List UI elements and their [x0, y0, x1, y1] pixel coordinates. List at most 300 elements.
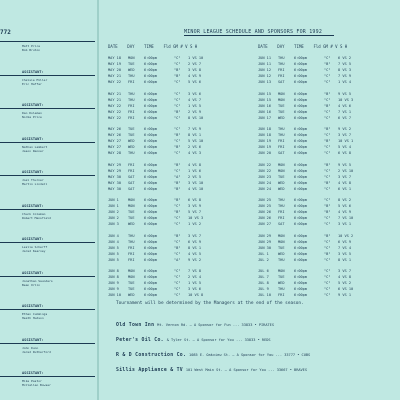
- game-day: WED: [278, 281, 285, 286]
- assistant-label: ASSISTANT:: [22, 69, 44, 74]
- game-day: MON: [128, 275, 135, 280]
- game-matchup: 6 VS 8: [188, 198, 201, 202]
- game-time: 6:00pm: [144, 56, 157, 60]
- game-time: 6:00pm: [294, 97, 307, 102]
- game-field: "B": [174, 198, 181, 202]
- game-matchup: 10 VS 3: [338, 97, 354, 102]
- name-line: [0, 75, 95, 76]
- game-field: "C": [174, 103, 181, 108]
- game-day: THU: [128, 97, 135, 102]
- game-time: 6:00pm: [144, 91, 157, 96]
- game-field: "C": [174, 216, 181, 221]
- game-field: "C": [324, 275, 331, 280]
- game-date: JUN 4: [108, 233, 119, 238]
- game-time: 6:00pm: [144, 233, 157, 238]
- game-day: TUE: [128, 216, 135, 221]
- game-time: 6:00pm: [144, 174, 157, 179]
- game-field: "C": [174, 91, 181, 96]
- game-day: TUE: [128, 287, 135, 292]
- game-time: 6:00pm: [144, 115, 157, 120]
- assistant-label: ASSISTANT:: [22, 203, 44, 208]
- name-line: [0, 276, 95, 277]
- game-date: MAY 22: [108, 115, 121, 120]
- game-day: WED: [128, 139, 135, 144]
- game-field: "C": [174, 275, 181, 280]
- game-date: JUN 9: [108, 281, 119, 286]
- game-day: MON: [128, 198, 135, 202]
- game-matchup: 7 VS 9: [188, 127, 201, 131]
- game-date: JUN 5: [108, 257, 119, 262]
- game-matchup: 10 VS 8: [188, 293, 204, 298]
- game-matchup: 1 VS 5: [188, 103, 201, 108]
- game-day: FRI: [128, 257, 135, 262]
- game-date: MAY 18: [108, 56, 121, 60]
- header-day: DAY: [127, 44, 135, 49]
- game-time: 6:00pm: [294, 251, 307, 256]
- game-field: "B": [174, 162, 181, 167]
- game-field: "B": [174, 133, 181, 138]
- game-day: MON: [278, 233, 285, 238]
- coach-names: [22, 379, 51, 388]
- game-field: "B": [174, 245, 181, 250]
- coach-name: Martin Lindell: [22, 182, 48, 187]
- game-field: "C": [324, 186, 331, 191]
- coach-names: [22, 346, 51, 355]
- sponsor-line: [116, 353, 310, 358]
- game-time: 6:00pm: [294, 180, 307, 185]
- game-date: JUN 25: [258, 198, 271, 202]
- game-date: JUN 18: [258, 127, 271, 131]
- game-day: WED: [278, 251, 285, 256]
- game-day: SAT: [128, 180, 135, 185]
- game-date: JUN 15: [258, 91, 271, 96]
- game-matchup: 3 VS 6: [188, 91, 201, 96]
- game-date: JUN 22: [258, 168, 271, 173]
- game-matchup: 3 VS 5: [338, 251, 351, 256]
- page-fold: [97, 0, 99, 400]
- game-day: WED: [128, 293, 135, 298]
- game-day: WED: [128, 145, 135, 150]
- header-game: # V S H: [330, 44, 348, 49]
- game-day: SAT: [278, 222, 285, 227]
- game-matchup: 3 VS 7: [338, 174, 351, 179]
- game-time: 6:00pm: [144, 216, 157, 221]
- game-field: "B": [174, 68, 181, 73]
- game-time: 6:00pm: [144, 293, 157, 298]
- game-time: 6:00pm: [144, 245, 157, 250]
- game-date: MAY 22: [108, 103, 121, 108]
- game-matchup: 6 VS 10: [338, 287, 354, 292]
- game-time: 6:00pm: [144, 180, 157, 185]
- game-day: FRI: [128, 162, 135, 167]
- game-date: JUN 29: [258, 233, 271, 238]
- game-date: MAY 26: [108, 127, 121, 131]
- coach-name: Joel Thurner: [22, 178, 44, 182]
- game-field: "B": [174, 186, 181, 191]
- game-day: WED: [278, 186, 285, 191]
- left-panel-year: 772: [0, 29, 11, 36]
- left-panel: [0, 0, 96, 400]
- game-date: JUN 1: [108, 204, 119, 209]
- game-time: 6:00pm: [144, 62, 157, 67]
- game-matchup: 2 VS 5: [188, 174, 201, 179]
- game-day: THU: [128, 151, 135, 156]
- game-matchup: 8 VS 1: [338, 257, 351, 262]
- game-matchup: 7 VS 5: [338, 62, 351, 67]
- coach-name: McClellan Bowser: [22, 383, 51, 388]
- game-time: 6:00pm: [294, 162, 307, 167]
- sponsor-name: Sillis Appliance & TV: [116, 368, 183, 373]
- game-matchup: 7 VS 4: [338, 245, 351, 250]
- game-field: "B": [324, 139, 331, 144]
- game-field: "C": [324, 216, 331, 221]
- game-field: "C": [174, 269, 181, 273]
- left-column-header: [108, 44, 197, 49]
- game-matchup: 9 VS 5: [338, 91, 351, 96]
- game-date: JUN 15: [258, 97, 271, 102]
- game-field: "B": [174, 210, 181, 215]
- game-matchup: 7 VS 10: [338, 216, 354, 221]
- game-date: JUN 16: [258, 109, 271, 114]
- game-date: MAY 22: [108, 109, 121, 114]
- game-date: MAY 29: [108, 162, 121, 167]
- sponsor-name: Old Town Inn: [116, 323, 155, 328]
- game-day: TUE: [278, 245, 285, 250]
- game-day: TUE: [128, 281, 135, 286]
- game-date: MAY 21: [108, 74, 121, 79]
- game-time: 6:00pm: [144, 151, 157, 156]
- game-matchup: 1 VS 10: [188, 56, 204, 60]
- game-day: FRI: [278, 216, 285, 221]
- game-time: 6:00pm: [294, 56, 307, 60]
- game-date: JUN 27: [258, 222, 271, 227]
- game-field: "C": [324, 198, 331, 202]
- game-matchup: 5 VS 4: [338, 145, 351, 150]
- game-matchup: 9 VS 1: [338, 293, 351, 298]
- game-time: 6:00pm: [294, 239, 307, 244]
- game-day: TUE: [128, 127, 135, 131]
- game-date: JUN 13: [258, 80, 271, 85]
- game-day: FRI: [278, 139, 285, 144]
- game-day: WED: [278, 115, 285, 120]
- game-matchup: 4 VS 10: [188, 186, 204, 191]
- game-time: 6:00pm: [294, 198, 307, 202]
- game-time: 6:00pm: [144, 251, 157, 256]
- game-date: JUN 17: [258, 115, 271, 120]
- game-matchup: 4 VS 7: [188, 97, 201, 102]
- game-day: WED: [128, 222, 135, 227]
- game-date: JUN 10: [108, 293, 121, 298]
- game-day: FRI: [128, 109, 135, 114]
- name-line: [0, 343, 95, 344]
- name-line: [0, 242, 95, 243]
- coach-name: Eric Haffar: [22, 81, 42, 86]
- game-date: MAY 27: [108, 139, 121, 144]
- coach-name: Jonathan Saunders: [22, 278, 53, 283]
- game-matchup: 9 VS 5: [338, 162, 351, 167]
- game-time: 6:00pm: [144, 222, 157, 227]
- game-field: "C": [324, 281, 331, 286]
- game-date: JUN 16: [258, 103, 271, 108]
- game-date: JUN 26: [258, 210, 271, 215]
- game-day: TUE: [128, 210, 135, 215]
- header-game: # V S H: [180, 44, 198, 49]
- game-field: "B": [324, 251, 331, 256]
- game-day: FRI: [128, 80, 135, 85]
- game-day: TUE: [128, 62, 135, 67]
- game-matchup: 10 VS 2: [338, 233, 354, 238]
- game-field: "B": [324, 103, 331, 108]
- header-day: DAY: [277, 44, 285, 49]
- game-date: JUN 11: [258, 62, 271, 67]
- game-date: MAY 29: [108, 168, 121, 173]
- game-time: 6:00pm: [294, 222, 307, 227]
- game-matchup: 8 VS 2: [338, 198, 351, 202]
- game-date: JUL 7: [258, 275, 269, 280]
- game-day: FRI: [128, 103, 135, 108]
- sponsor-line: [116, 368, 307, 373]
- header-time: TIME: [294, 44, 304, 49]
- game-matchup: 5 VS 7: [188, 210, 201, 215]
- coach-name: Matt Price: [22, 44, 41, 48]
- game-day: TUE: [128, 133, 135, 138]
- game-field: "C": [324, 133, 331, 138]
- game-time: 6:00pm: [294, 216, 307, 221]
- coach-name: Chelsie Miller: [22, 77, 48, 82]
- game-time: 6:00pm: [144, 204, 157, 209]
- coach-name: Mike Pastor: [22, 379, 42, 383]
- game-field: "B": [174, 233, 181, 238]
- game-time: 6:00pm: [294, 281, 307, 286]
- name-line: [0, 108, 95, 109]
- game-field: "B": [174, 109, 181, 114]
- game-time: 6:00pm: [144, 287, 157, 292]
- game-field: "C": [324, 68, 331, 73]
- game-matchup: 1 VS 2: [188, 222, 201, 227]
- game-matchup: 8 VS 1: [188, 133, 201, 138]
- game-time: 6:00pm: [144, 103, 157, 108]
- game-time: 6:00pm: [144, 109, 157, 114]
- game-date: MAY 20: [108, 68, 121, 73]
- game-time: 6:00pm: [144, 162, 157, 167]
- coach-names: [22, 245, 47, 254]
- game-day: THU: [278, 62, 285, 67]
- game-field: "C": [174, 287, 181, 292]
- coach-names: [22, 212, 51, 221]
- game-time: 6:00pm: [294, 109, 307, 114]
- coach-name: Bean Orlin: [22, 282, 41, 287]
- game-day: THU: [278, 133, 285, 138]
- game-field: "C": [324, 287, 331, 292]
- name-line: [0, 41, 95, 42]
- game-field: "C": [174, 115, 181, 120]
- game-time: 6:00pm: [144, 74, 157, 79]
- game-field: "B": [174, 74, 181, 79]
- assistant-label: ASSISTANT:: [22, 136, 44, 141]
- game-field: "B": [324, 233, 331, 238]
- game-date: JUN 5: [108, 245, 119, 250]
- game-date: JUL 10: [258, 293, 271, 298]
- game-time: 6:00pm: [294, 233, 307, 238]
- game-time: 6:00pm: [294, 269, 307, 273]
- header-field: Fld GM: [313, 44, 328, 49]
- game-matchup: 7 VS 8: [188, 269, 201, 273]
- game-matchup: 5 VS 6: [338, 204, 351, 209]
- sponsor-line: [116, 323, 274, 328]
- game-date: JUN 9: [108, 287, 119, 292]
- game-day: THU: [278, 127, 285, 131]
- game-matchup: 4 VS 3: [188, 151, 201, 156]
- game-matchup: 3 VS 1: [338, 222, 351, 227]
- game-day: THU: [128, 74, 135, 79]
- game-date: JUN 20: [258, 151, 271, 156]
- game-matchup: 1 VS 4: [338, 80, 351, 85]
- game-day: FRI: [278, 293, 285, 298]
- assistant-label: ASSISTANT:: [22, 237, 44, 241]
- game-field: "C": [324, 239, 331, 244]
- game-date: MAY 21: [108, 91, 121, 96]
- game-field: "C": [324, 269, 331, 273]
- game-matchup: 3 VS 6: [188, 287, 201, 292]
- game-matchup: 4 VS 8: [338, 275, 351, 280]
- game-matchup: 8 VS 10: [188, 115, 204, 120]
- game-time: 6:00pm: [294, 293, 307, 298]
- game-date: JUN 25: [258, 204, 271, 209]
- game-matchup: 9 VS 2: [338, 127, 351, 131]
- game-matchup: 4 VS 8: [188, 162, 201, 167]
- game-field: "A": [174, 257, 181, 262]
- game-time: 6:00pm: [144, 139, 157, 144]
- game-field: "B": [324, 180, 331, 185]
- game-time: 6:00pm: [294, 204, 307, 209]
- game-date: MAY 30: [108, 174, 121, 179]
- assistant-label: ASSISTANT:: [22, 304, 44, 308]
- game-matchup: 3 VS 7: [338, 269, 351, 273]
- game-field: "C": [324, 115, 331, 120]
- coach-names: [22, 178, 47, 187]
- game-time: 6:00pm: [294, 74, 307, 79]
- coach-name: Bob Bruton: [22, 48, 41, 53]
- game-date: JUN 5: [108, 251, 119, 256]
- game-time: 6:00pm: [144, 133, 157, 138]
- game-day: FRI: [278, 145, 285, 150]
- game-matchup: 2 VS 6: [188, 145, 201, 150]
- game-matchup: 9 VS 2: [188, 257, 201, 262]
- game-matchup: 4 VS 9: [188, 74, 201, 79]
- game-day: FRI: [128, 251, 135, 256]
- game-field: "B": [174, 180, 181, 185]
- name-line: [0, 209, 95, 210]
- game-day: SAT: [278, 80, 285, 85]
- game-day: MON: [278, 162, 285, 167]
- game-time: 6:00pm: [294, 275, 307, 280]
- game-field: "C": [174, 62, 181, 67]
- coach-name: Dan Doleman: [22, 111, 42, 115]
- game-date: MAY 28: [108, 151, 121, 156]
- game-field: "B": [324, 62, 331, 67]
- game-day: MON: [278, 168, 285, 173]
- game-field: "C": [324, 74, 331, 79]
- game-matchup: 6 VS 7: [338, 115, 351, 120]
- game-matchup: 7 VS 1: [338, 109, 351, 114]
- game-matchup: 3 VS 8: [188, 68, 201, 73]
- tournament-note: Tournament will be determined by the Managers at the end of the season.: [116, 301, 304, 306]
- game-time: 6:00pm: [294, 257, 307, 262]
- game-matchup: 4 VS 9: [338, 210, 351, 215]
- title-underline: [184, 35, 334, 36]
- game-matchup: 3 VS 9: [188, 204, 201, 209]
- coach-name: Robert Mansfield: [22, 215, 51, 220]
- game-date: MAY 22: [108, 80, 121, 85]
- game-date: JUN 22: [258, 162, 271, 167]
- game-day: MON: [128, 56, 135, 60]
- game-matchup: 1 VS 5: [188, 281, 201, 286]
- game-matchup: 1 VS 6: [188, 168, 201, 173]
- game-matchup: 3 VS 10: [188, 180, 204, 185]
- game-date: JUN 29: [258, 239, 271, 244]
- game-time: 6:00pm: [144, 210, 157, 215]
- game-time: 6:00pm: [144, 281, 157, 286]
- game-date: JUL 8: [258, 281, 269, 286]
- game-time: 6:00pm: [294, 287, 307, 292]
- game-matchup: 7 VS 9: [338, 74, 351, 79]
- game-time: 6:00pm: [294, 115, 307, 120]
- game-date: JUN 23: [258, 174, 271, 179]
- game-matchup: 4 VS 6: [338, 103, 351, 108]
- game-day: THU: [278, 257, 285, 262]
- game-date: JUN 2: [108, 210, 119, 215]
- game-date: JUL 6: [258, 269, 269, 273]
- game-day: SAT: [128, 186, 135, 191]
- assistant-label: ASSISTANT:: [22, 371, 44, 375]
- game-field: "B": [174, 145, 181, 150]
- sponsor-name: R & D Construction Co.: [116, 353, 187, 358]
- header-field: Fld GM: [163, 44, 178, 49]
- assistant-label: ASSISTANT:: [22, 270, 44, 275]
- game-time: 6:00pm: [294, 168, 307, 173]
- game-field: "C": [324, 245, 331, 250]
- name-line: [0, 309, 95, 310]
- game-field: "C": [324, 293, 331, 298]
- game-date: JUL 1: [258, 251, 269, 256]
- game-matchup: 6 VS 9: [188, 239, 201, 244]
- game-matchup: 2 VS 9: [188, 109, 201, 114]
- game-matchup: 6 VS 1: [338, 186, 351, 191]
- game-day: TUE: [278, 275, 285, 280]
- game-matchup: 5 VS 2: [338, 281, 351, 286]
- name-line: [0, 175, 95, 176]
- coach-name: John Dunn: [22, 345, 39, 350]
- coach-name: Nathan Lambert: [22, 144, 48, 149]
- game-time: 6:00pm: [294, 127, 307, 131]
- game-field: "A": [174, 174, 181, 179]
- game-field: "C": [174, 239, 181, 244]
- sponsor-line: [116, 338, 271, 343]
- game-day: TUE: [278, 103, 285, 108]
- game-time: 6:00pm: [294, 103, 307, 108]
- game-time: 6:00pm: [144, 275, 157, 280]
- game-day: FRI: [128, 168, 135, 173]
- game-time: 6:00pm: [144, 145, 157, 150]
- game-day: FRI: [278, 68, 285, 73]
- game-date: JUN 12: [258, 74, 271, 79]
- coach-name: Jared Rutherford: [22, 349, 51, 354]
- game-day: FRI: [128, 115, 135, 120]
- game-time: 6:00pm: [144, 127, 157, 131]
- game-date: JUN 24: [258, 180, 271, 185]
- coach-names: [22, 279, 53, 288]
- game-day: MON: [128, 269, 135, 273]
